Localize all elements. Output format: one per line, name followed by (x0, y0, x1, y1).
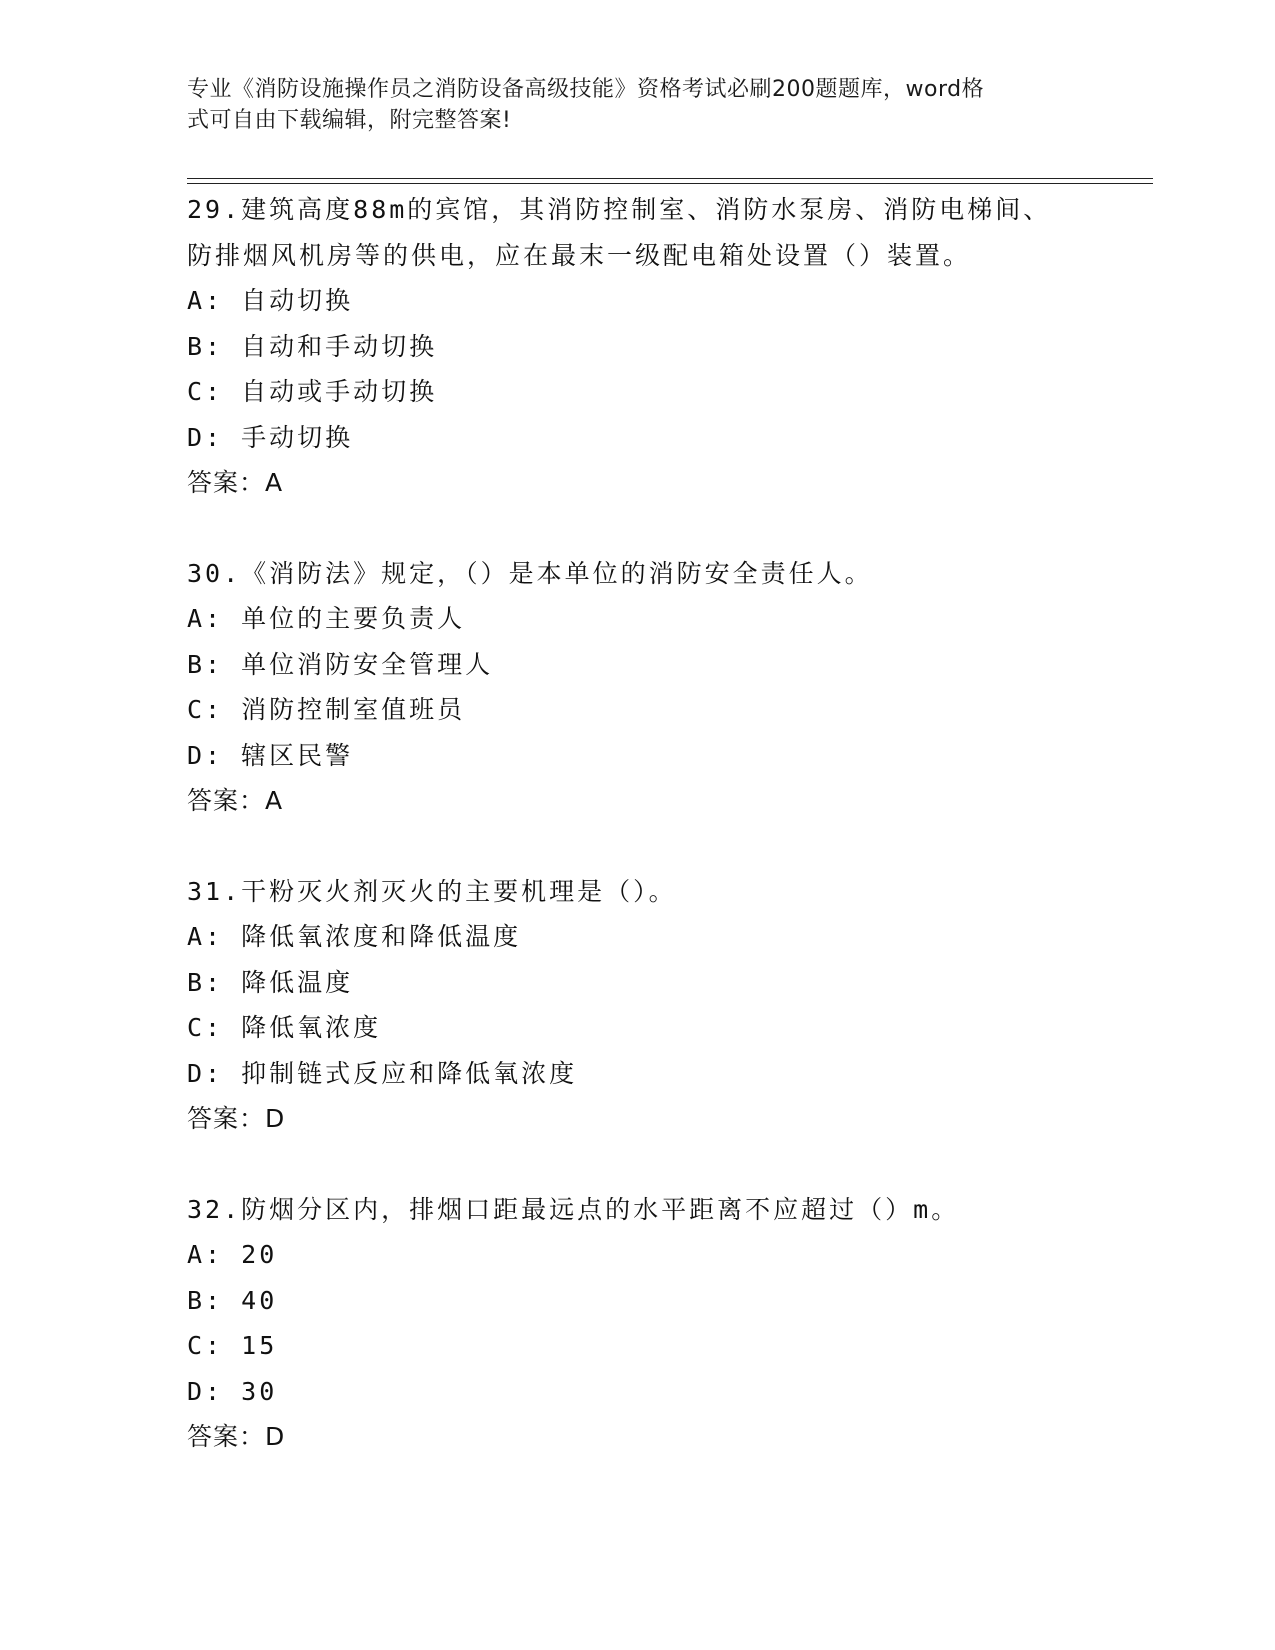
header-divider-top (187, 178, 1153, 179)
question-stem-line: 防排烟风机房等的供电，应在最末一级配电箱处设置（）装置。 (187, 240, 972, 270)
question-32 (187, 1187, 1087, 1460)
question-31 (187, 869, 1087, 1142)
option-d: D: 辖区民警 (187, 740, 354, 770)
document-header (187, 74, 1067, 136)
option-b: B: 40 (187, 1285, 278, 1315)
question-stem-line: 31.干粉灭火剂灭火的主要机理是（）。 (187, 876, 677, 906)
question-stem-line: 32.防烟分区内，排烟口距最远点的水平距离不应超过（）m。 (187, 1194, 960, 1224)
option-c: C: 15 (187, 1331, 278, 1360)
option-d: D: 手动切换 (187, 422, 354, 452)
option-d: D: 抑制链式反应和降低氧浓度 (187, 1058, 578, 1088)
answer-label: 答案：A (187, 786, 284, 815)
header-line-2: 式可自由下载编辑，附完整答案! (187, 108, 512, 133)
option-b: B: 自动和手动切换 (187, 331, 438, 361)
option-b: B: 单位消防安全管理人 (187, 649, 494, 679)
option-a: A: 自动切换 (187, 286, 354, 315)
option-a: A: 20 (187, 1240, 278, 1269)
question-list (187, 187, 1087, 1505)
option-a: A: 单位的主要负责人 (187, 604, 466, 633)
option-c: C: 消防控制室值班员 (187, 695, 466, 724)
option-a: A: 降低氧浓度和降低温度 (187, 922, 522, 951)
answer-label: 答案：D (187, 1104, 286, 1133)
option-b: B: 降低温度 (187, 967, 354, 997)
answer-label: 答案：A (187, 468, 284, 497)
option-c: C: 降低氧浓度 (187, 1013, 382, 1042)
answer-label: 答案：D (187, 1422, 286, 1451)
header-line-1: 专业《消防设施操作员之消防设备高级技能》资格考试必刷200题题库，word格 (187, 77, 985, 102)
question-stem-line: 29.建筑高度88m的宾馆，其消防控制室、消防水泵房、消防电梯间、 (187, 195, 1052, 224)
option-c: C: 自动或手动切换 (187, 377, 438, 406)
question-stem-line: 30.《消防法》规定，（）是本单位的消防安全责任人。 (187, 558, 873, 588)
header-divider-bottom (187, 183, 1153, 184)
option-d: D: 30 (187, 1376, 278, 1406)
question-30 (187, 551, 1087, 824)
question-29 (187, 187, 1087, 506)
